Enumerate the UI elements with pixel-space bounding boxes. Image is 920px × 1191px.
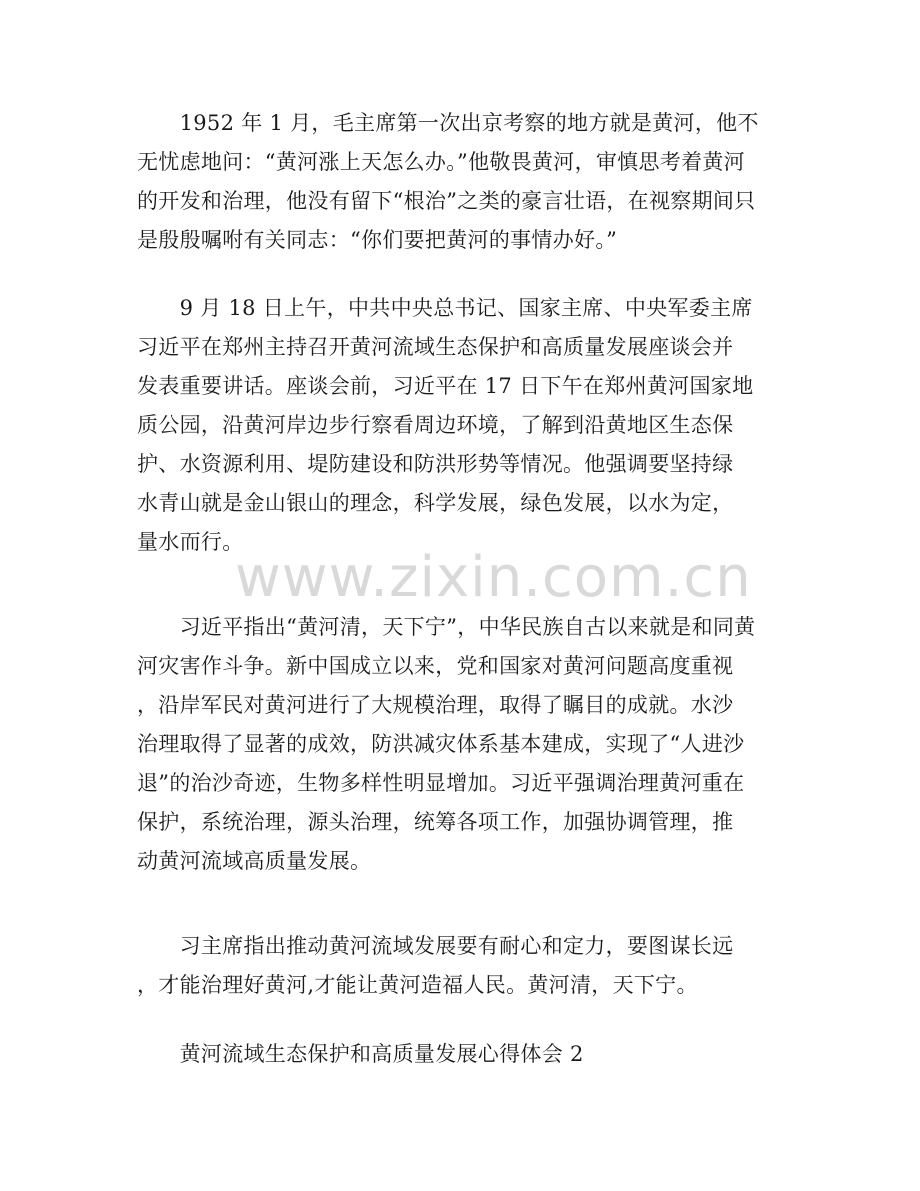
paragraph-2-line-4: 质公园，沿黄河岸边步行察看周边环境，了解到沿黄地区生态保 [137, 413, 734, 437]
paragraph-2-line-5: 护、水资源利用、堤防建设和防洪形势等情况。他强调要坚持绿 [137, 452, 734, 476]
watermark-text: www.zixin.com.cn [235, 545, 752, 610]
paragraph-3-line-1: 习近平指出“黄河清，天下宁”，中华民族自古以来就是和同黄 [137, 615, 756, 639]
paragraph-3-line-2: 河灾害作斗争。新中国成立以来，党和国家对黄河问题高度重视 [137, 654, 734, 678]
paragraph-1-line-3: 的开发和治理，他没有留下“根治”之类的豪言壮语，在视察期间只 [137, 189, 756, 213]
paragraph-2-line-2: 习近平在郑州主持召开黄河流域生态保护和高质量发展座谈会并 [137, 335, 734, 359]
paragraph-2-line-1: 9 月 18 日上午，中共中央总书记、国家主席、中央军委主席 [137, 296, 753, 320]
paragraph-1-line-1: 1952 年 1 月，毛主席第一次出京考察的地方就是黄河，他不 [137, 111, 759, 135]
paragraph-1-line-4: 是殷殷嘱咐有关同志：“你们要把黄河的事情办好。” [137, 228, 618, 252]
paragraph-4-line-1: 习主席指出推动黄河流域发展要有耐心和定力，要图谋长远 [137, 934, 734, 958]
paragraph-2-line-3: 发表重要讲话。座谈会前，习近平在 17 日下午在郑州黄河国家地 [137, 374, 754, 398]
paragraph-1-line-2: 无忧虑地问：“黄河涨上天怎么办。”他敬畏黄河，审慎思考着黄河 [137, 150, 745, 174]
paragraph-3-line-6: 保护，系统治理，源头治理，统筹各项工作，加强协调管理，推 [137, 810, 734, 834]
paragraph-2-line-7: 量水而行。 [137, 530, 244, 554]
paragraph-3-line-5: 退”的治沙奇迹，生物多样性明显增加。习近平强调治理黄河重在 [137, 771, 745, 795]
paragraph-3-line-4: 治理取得了显著的成效，防洪减灾体系基本建成，实现了“人进沙 [137, 732, 745, 756]
paragraph-3-line-3: ，沿岸军民对黄河进行了大规模治理，取得了瞩目的成就。水沙 [137, 693, 734, 717]
paragraph-2-line-6: 水青山就是金山银山的理念，科学发展，绿色发展，以水为定， [137, 491, 734, 515]
paragraph-3-line-7: 动黄河流域高质量发展。 [137, 849, 372, 873]
paragraph-4-line-2: ，才能治理好黄河,才能让黄河造福人民。黄河清，天下宁。 [137, 973, 698, 997]
section-heading: 黄河流域生态保护和高质量发展心得体会 2 [137, 1042, 584, 1066]
